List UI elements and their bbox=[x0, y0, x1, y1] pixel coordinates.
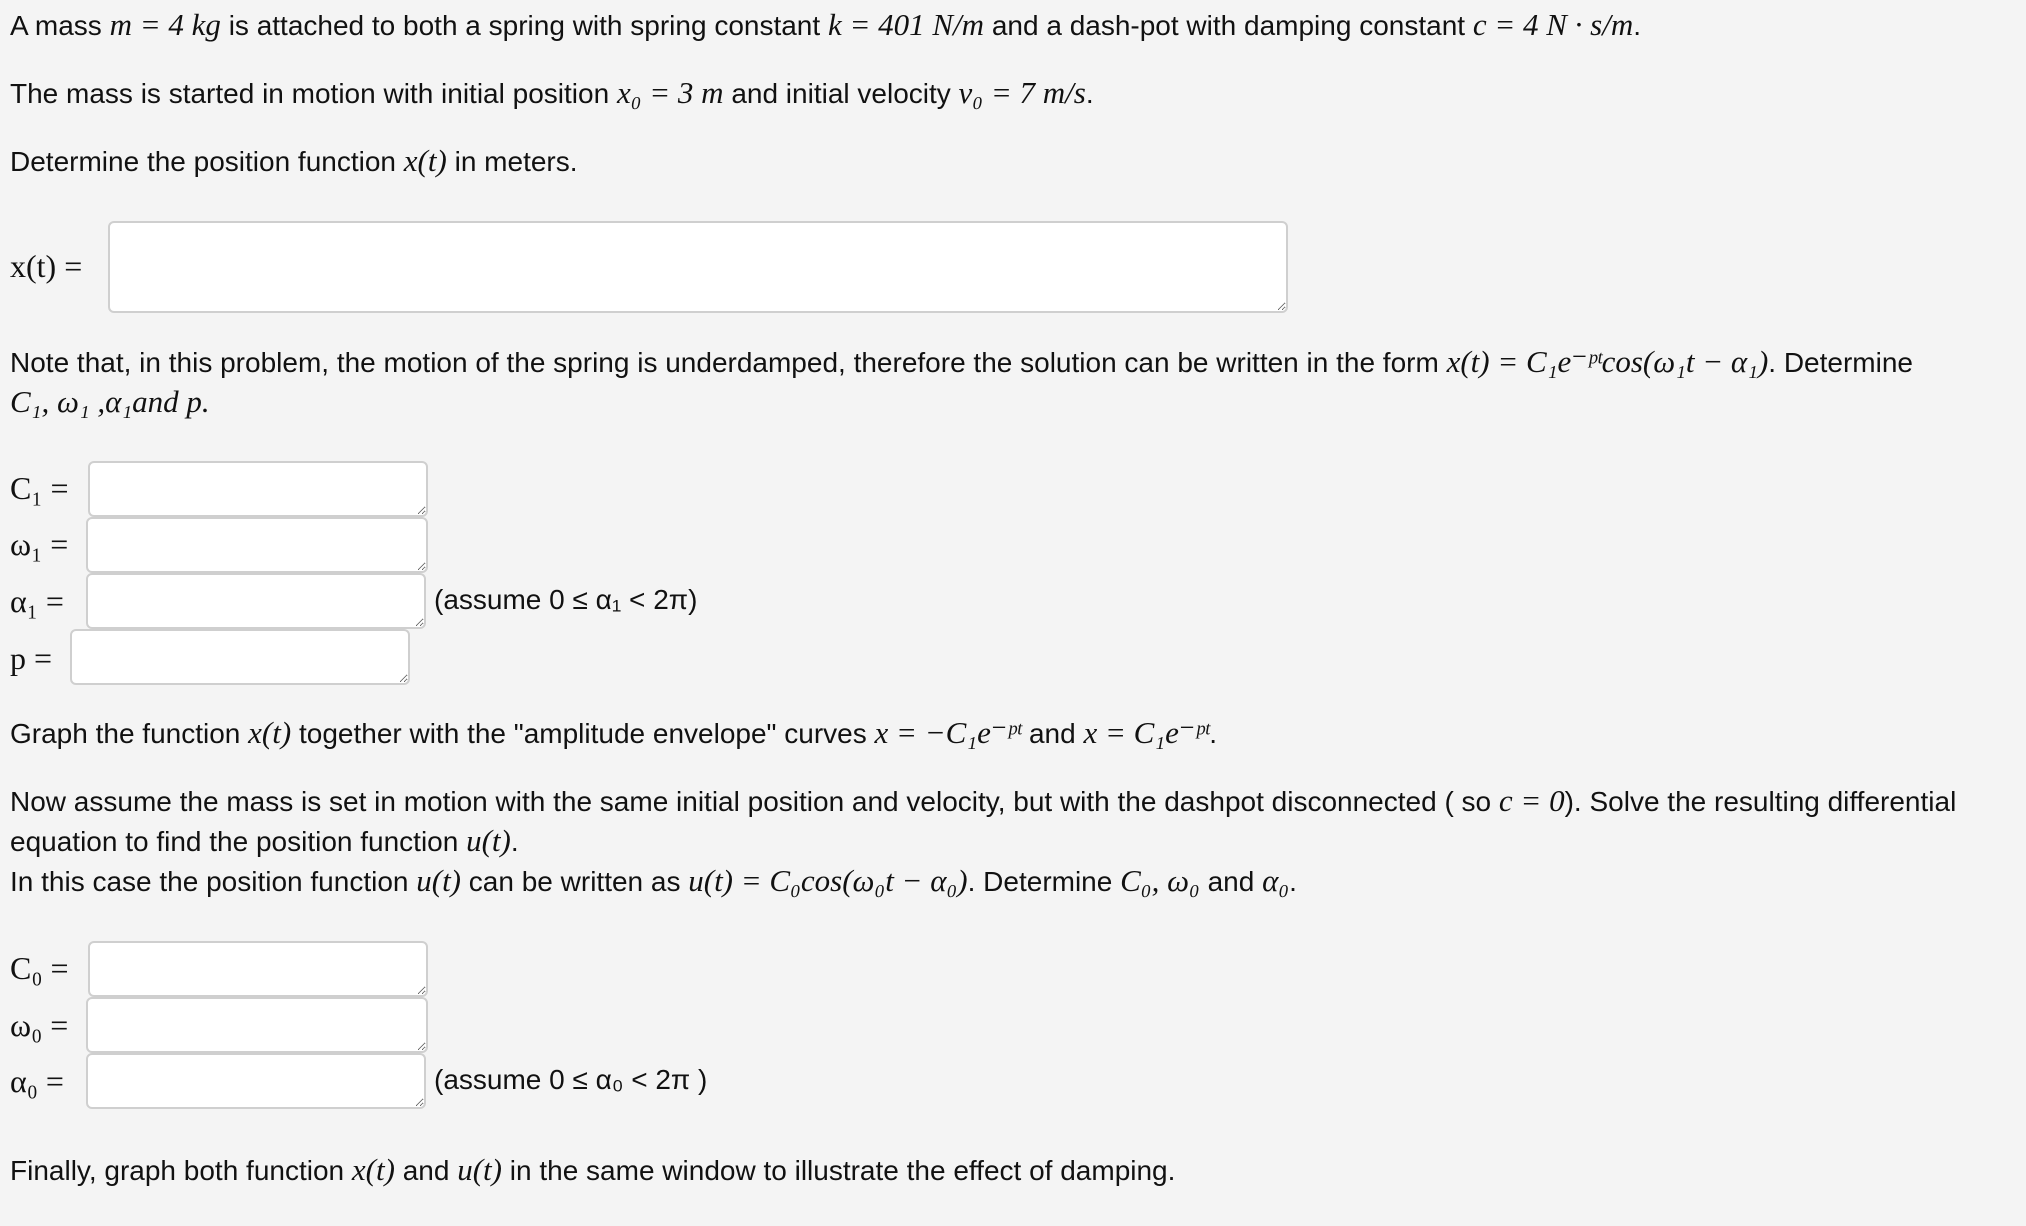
alpha1-label: α₁ = bbox=[10, 583, 64, 619]
problem-statement-line-3: Determine the position function x(t) in meters. bbox=[10, 143, 578, 178]
initial-velocity-value: v₀ = 7 m/s bbox=[958, 75, 1086, 110]
undamped-line-3: In this case the position function u(t) can be written as u(t) = C₀cos(ω₀t − α₀). Determine C₀, ω₀ and α₀. bbox=[10, 863, 1297, 898]
underdamped-note-line-2: C₁, ω₁ ,α₁and p. bbox=[10, 384, 210, 419]
underdamped-note-line-1: Note that, in this problem, the motion of the spring is underdamped, therefore the solution can be written in the form x(t) = C₁e⁻ᵖᵗcos(ω₁t − α₁). Determine bbox=[10, 344, 1913, 379]
p-label: p = bbox=[10, 640, 53, 676]
xt-label: x(t) = bbox=[10, 248, 83, 284]
damping-constant-value: c = 4 N · s/m bbox=[1472, 7, 1634, 42]
omega1-input[interactable] bbox=[86, 517, 428, 573]
alpha0-constraint-note: (assume 0 ≤ α₀ < 2π ) bbox=[434, 1064, 708, 1095]
underdamped-form: x(t) = C₁e⁻ᵖᵗcos(ω₁t − α₁) bbox=[1446, 344, 1769, 379]
undamped-line-2: equation to find the position function u(t). bbox=[10, 823, 519, 858]
omega0-label: ω₀ = bbox=[10, 1007, 69, 1043]
problem-statement-line-2: The mass is started in motion with initial position x₀ = 3 m and initial velocity v₀ = 7 m/s. bbox=[10, 75, 1094, 110]
alpha0-label: α₀ = bbox=[10, 1063, 64, 1099]
p-input[interactable] bbox=[70, 629, 410, 685]
omega0-input[interactable] bbox=[86, 997, 428, 1053]
initial-position-value: x₀ = 3 m bbox=[616, 75, 724, 110]
spring-constant-value: k = 401 N/m bbox=[827, 7, 985, 42]
undamped-form: u(t) = C₀cos(ω₀t − α₀) bbox=[688, 863, 968, 898]
alpha1-input[interactable] bbox=[86, 573, 426, 629]
c0-input[interactable] bbox=[88, 941, 428, 997]
omega1-label: ω₁ = bbox=[10, 526, 69, 562]
alpha0-input[interactable] bbox=[86, 1053, 426, 1109]
xt-answer-input[interactable] bbox=[108, 221, 1288, 313]
undamped-line-1: Now assume the mass is set in motion with the same initial position and velocity, but with the dashpot disconnected ( so c = 0). Solve the resulting differential bbox=[10, 783, 1957, 818]
alpha1-constraint-note: (assume 0 ≤ α₁ < 2π) bbox=[434, 584, 698, 615]
c1-input[interactable] bbox=[88, 461, 428, 517]
positive-envelope: x = C₁e⁻ᵖᵗ bbox=[1083, 715, 1210, 750]
c1-label: C₁ = bbox=[10, 470, 69, 506]
negative-envelope: x = −C₁e⁻ᵖᵗ bbox=[874, 715, 1022, 750]
graph-envelope-instruction: Graph the function x(t) together with the "amplitude envelope" curves x = −C₁e⁻ᵖᵗ and x = C₁e⁻ᵖᵗ. bbox=[10, 715, 1217, 750]
c0-label: C₀ = bbox=[10, 950, 69, 986]
final-graph-instruction: Finally, graph both function x(t) and u(t) in the same window to illustrate the effect of damping. bbox=[10, 1152, 1176, 1187]
problem-statement-line-1: A mass m = 4 kg is attached to both a spring with spring constant k = 401 N/m and a dash-pot with damping constant c = 4 N · s/m. bbox=[10, 7, 1642, 42]
mass-value: m = 4 kg bbox=[109, 7, 221, 42]
